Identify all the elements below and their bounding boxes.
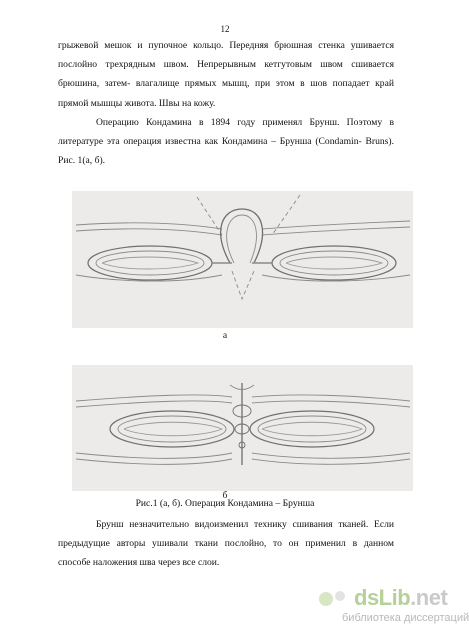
paragraph-1-line: брюшина, затем- влагалище прямых мышц, при этом в шов попадает край xyxy=(58,78,394,90)
paragraph-2-line: Рис. 1(а, б). xyxy=(58,155,106,167)
figure-b-drawing xyxy=(72,365,413,491)
watermark-logo-main: dsLib xyxy=(354,585,411,610)
figure-a-drawing xyxy=(72,191,413,328)
paragraph-2-line: Операцию Кондамина в 1894 году применял Брунш. Поэтому в xyxy=(96,117,394,128)
figure-b-label: б xyxy=(222,490,228,501)
watermark-subtitle: библиотека диссертаций xyxy=(342,612,469,624)
watermark-logo xyxy=(354,585,447,611)
paragraph-3 xyxy=(58,515,394,573)
paragraph-2-line: литературе эта операция известна как Кондамина – Брунша (Condamin- Bruns). xyxy=(58,136,394,148)
figure-a-label: а xyxy=(222,330,228,341)
watermark xyxy=(316,585,469,633)
watermark-logo-suffix: .net xyxy=(410,585,448,610)
page-number: 12 xyxy=(220,24,230,34)
paragraph-1-line: послойно трехрядным швом. Непрерывным кетгутовым швом сшивается xyxy=(58,59,394,71)
paragraph-3-line: предыдущие авторы ушивали ткани послойно, то он применил в данном xyxy=(58,538,394,550)
figure-caption: Рис.1 (а, б). Операция Кондамина – Брунша xyxy=(135,498,315,509)
figure-a xyxy=(72,191,413,328)
paragraph-3-line: Брунш незначительно видоизменил технику сшивания тканей. Если xyxy=(96,519,394,530)
paragraph-1 xyxy=(58,36,394,113)
paragraph-1-line: прямой мышцы живота. Швы на кожу. xyxy=(58,97,216,109)
paragraph-1-line: грыжевой мешок и пупочное кольцо. Передняя брюшная стенка ушивается xyxy=(58,40,394,51)
paragraph-3-line: способе наложения шва через все слои. xyxy=(58,557,220,569)
paragraph-2 xyxy=(58,113,394,171)
figure-b xyxy=(72,365,413,491)
dslib-logo-icon xyxy=(316,588,350,610)
